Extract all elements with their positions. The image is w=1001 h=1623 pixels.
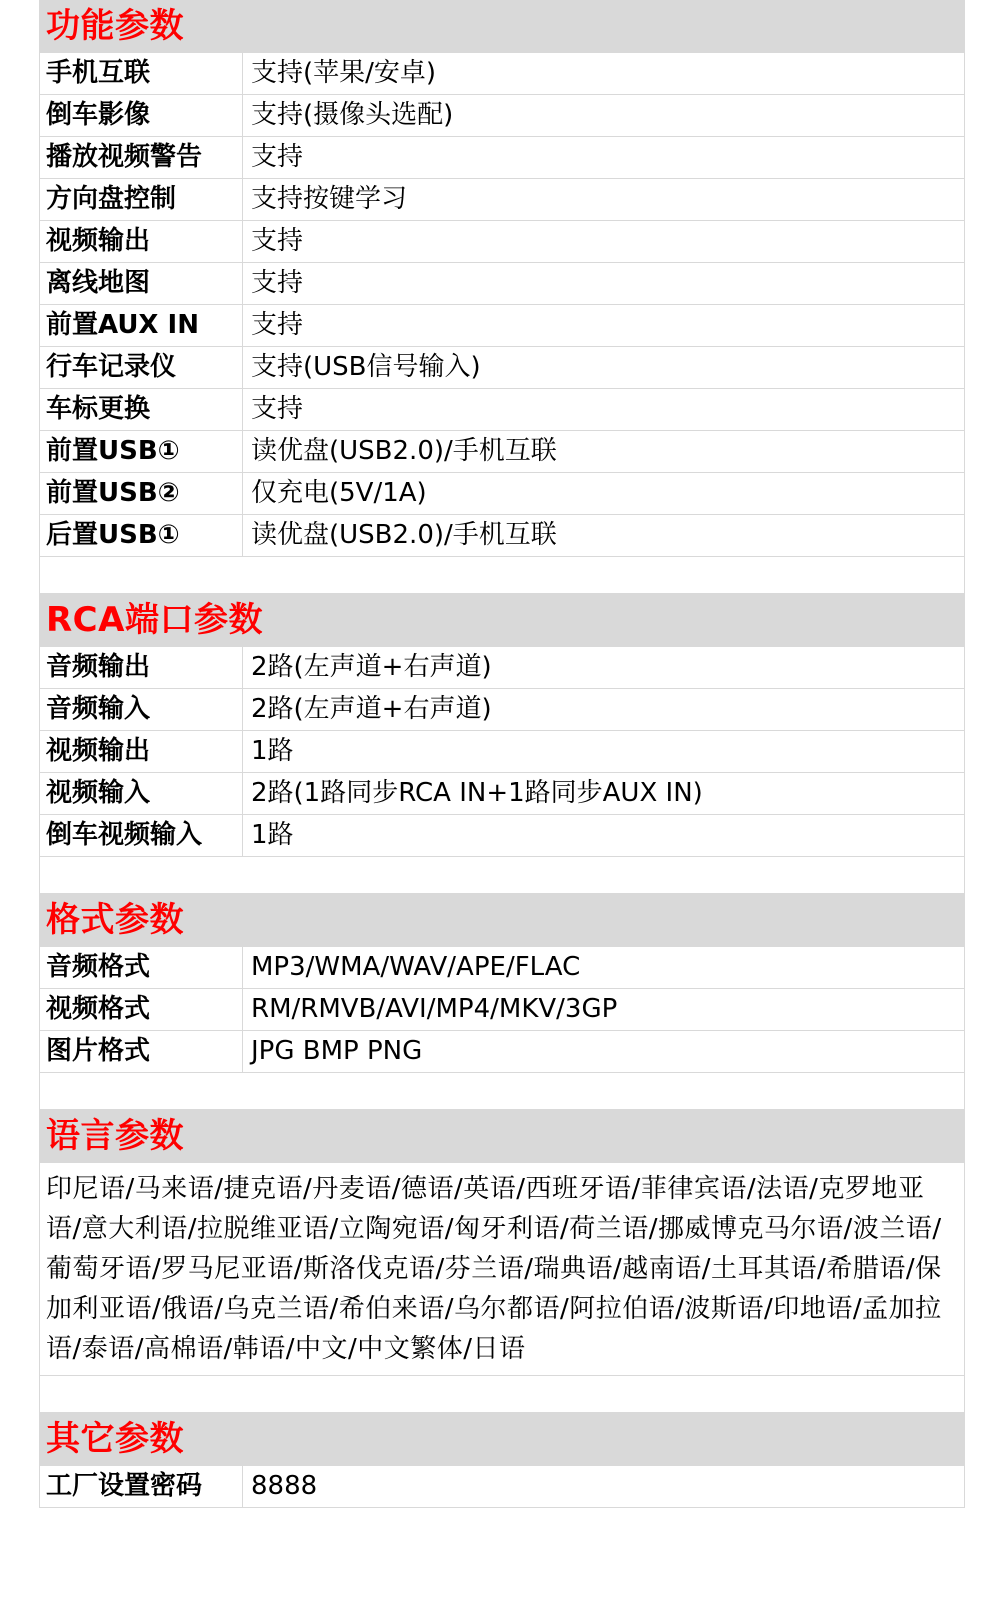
row-label: 前置USB① [40,431,243,472]
row-label: 音频格式 [40,947,243,988]
table-row [40,220,964,262]
table-row [40,304,964,346]
row-value: 支持按键学习 [251,184,408,214]
row-value: 2路(左声道+右声道) [251,652,492,682]
section-rca-params [39,594,965,894]
section-spacer [40,1375,964,1412]
row-value: RM/RMVB/AVI/MP4/MKV/3GP [251,994,618,1024]
spec-table [40,1466,964,1507]
row-label: 倒车影像 [40,95,243,136]
table-row [40,1466,964,1507]
table-row [40,430,964,472]
row-value: 1路 [251,736,294,766]
row-label: 后置USB① [40,515,243,556]
table-row [40,947,964,988]
row-label: 播放视频警告 [40,137,243,178]
table-row [40,772,964,814]
section-title: 格式参数 [40,894,964,947]
table-row [40,94,964,136]
row-value: 支持 [251,310,304,340]
table-row [40,136,964,178]
row-value: 2路(1路同步RCA IN+1路同步AUX IN) [251,778,703,808]
spec-table [40,53,964,556]
section-title: RCA端口参数 [40,594,964,647]
table-row [40,346,964,388]
row-value: MP3/WMA/WAV/APE/FLAC [251,952,581,982]
row-label: 行车记录仪 [40,347,243,388]
language-list: 印尼语/马来语/捷克语/丹麦语/德语/英语/西班牙语/菲律宾语/法语/克罗地亚语/意大利语/拉脱维亚语/立陶宛语/匈牙利语/荷兰语/挪威博克马尔语/波兰语/葡萄牙语/罗马尼亚语/斯洛伐克语/芬兰语/瑞典语/越南语/土耳其语/希腊语/保加利亚语/俄语/乌克兰语/希伯来语/乌尔都语/阿拉伯语/波斯语/印地语/孟加拉语/泰语/高棉语/韩语/中文/中文繁体/日语 [46,1174,942,1364]
section-title: 功能参数 [40,0,964,53]
table-row [40,178,964,220]
section-function-params [39,0,965,594]
row-label: 前置USB② [40,473,243,514]
row-label: 视频格式 [40,989,243,1030]
row-label: 工厂设置密码 [40,1466,243,1507]
table-row [40,988,964,1030]
spec-table [40,647,964,856]
row-value: 支持(苹果/安卓) [251,58,437,88]
spec-sheet [39,0,965,1508]
row-value: 支持(摄像头选配) [251,100,454,130]
section-format-params [39,894,965,1110]
table-row [40,1030,964,1072]
table-row [40,688,964,730]
row-value: 8888 [251,1471,318,1501]
row-value: 支持 [251,268,304,298]
row-label: 图片格式 [40,1031,243,1072]
row-value: 支持(USB信号输入) [251,352,481,382]
section-title: 其它参数 [40,1413,964,1466]
row-value: 读优盘(USB2.0)/手机互联 [251,520,557,550]
section-spacer [40,1072,964,1109]
table-row [40,262,964,304]
spec-table [40,947,964,1072]
row-value: 支持 [251,226,304,256]
row-value: 支持 [251,142,304,172]
row-value: 1路 [251,820,294,850]
table-row [40,388,964,430]
row-label: 音频输出 [40,647,243,688]
row-label: 前置AUX IN [40,305,243,346]
section-title: 语言参数 [40,1110,964,1163]
row-label: 车标更换 [40,389,243,430]
row-label: 视频输入 [40,773,243,814]
row-value: 读优盘(USB2.0)/手机互联 [251,436,557,466]
row-label: 方向盘控制 [40,179,243,220]
table-row [40,53,964,94]
row-label: 离线地图 [40,263,243,304]
row-value: 2路(左声道+右声道) [251,694,492,724]
row-label: 倒车视频输入 [40,815,243,856]
row-value: 支持 [251,394,304,424]
row-label: 视频输出 [40,731,243,772]
table-row [40,514,964,556]
table-row [40,814,964,856]
table-row [40,472,964,514]
section-other-params [39,1413,965,1508]
row-label: 音频输入 [40,689,243,730]
table-row [40,647,964,688]
row-value: JPG BMP PNG [251,1036,423,1066]
section-language-params [39,1110,965,1413]
section-spacer [40,556,964,593]
table-row [40,730,964,772]
row-label: 视频输出 [40,221,243,262]
row-value: 仅充电(5V/1A) [251,478,427,508]
row-label: 手机互联 [40,53,243,94]
section-spacer [40,856,964,893]
